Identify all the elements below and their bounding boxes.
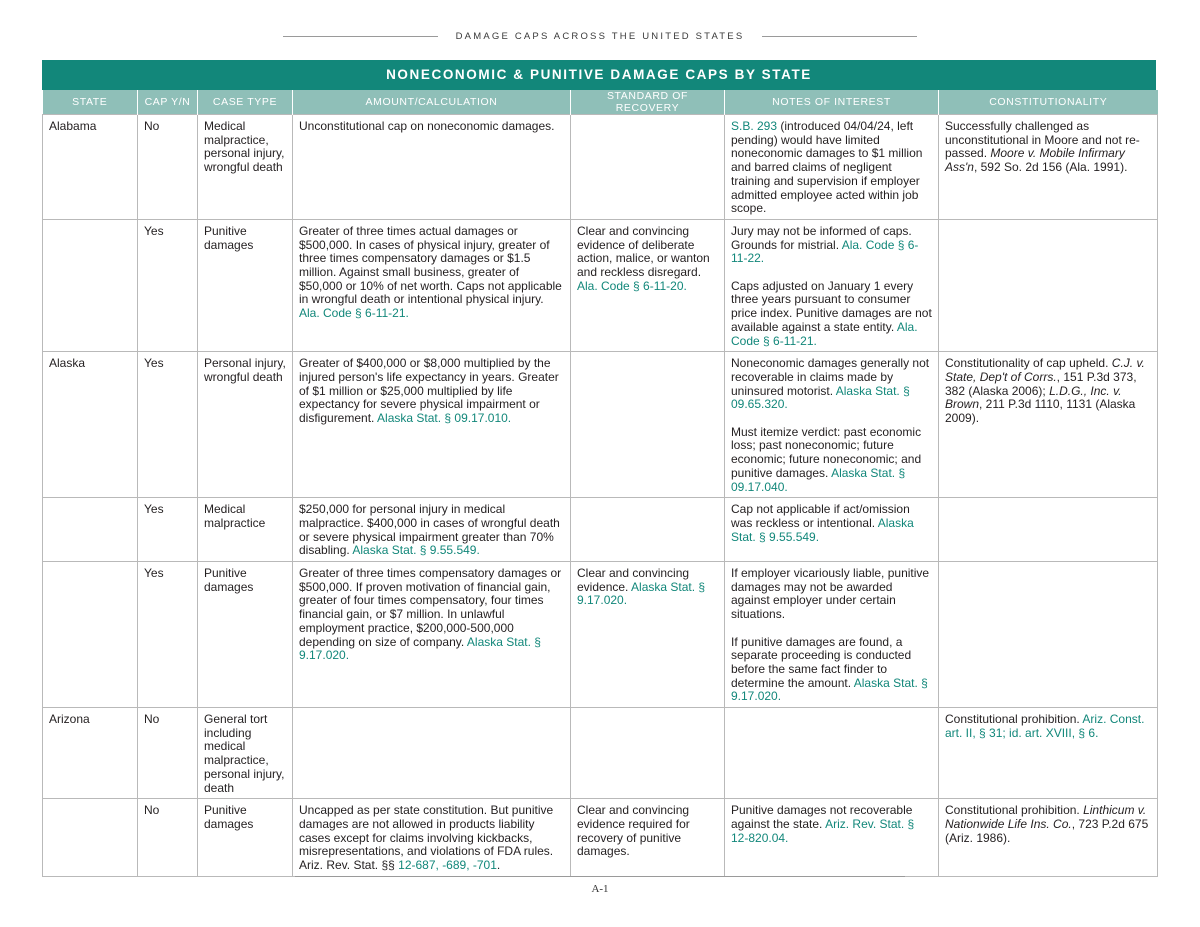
notes-cell [725, 562, 939, 708]
citation-link[interactable]: Alaska Stat. § 9.17.020. [731, 675, 928, 704]
column-header-cap: CAP Y/N [138, 90, 198, 115]
cap-cell: Yes [138, 562, 198, 708]
citation-link[interactable]: Alaska Stat. § 9.17.020. [299, 634, 541, 663]
case-name: Linthicum v. Nationwide Life Ins. Co. [945, 803, 1147, 831]
footer-rule [295, 876, 905, 877]
notes-text: Must itemize verdict: past economic loss; past noneconomic; future economic; future noneconomic; and punitive damages. [731, 424, 922, 480]
constitutionality-cell [939, 219, 1158, 351]
amount-cell [293, 708, 571, 799]
constitutionality-text: Constitutional prohibition. [945, 803, 1084, 818]
cap-cell: No [138, 799, 198, 877]
citation-link[interactable]: Ariz. Rev. Stat. § 12-820.04. [731, 817, 915, 845]
citation-link[interactable]: Alaska Stat. § 9.55.549. [352, 543, 480, 558]
amount-cell [293, 562, 571, 708]
constitutionality-text: Successfully challenged as unconstitutional in Moore and not re-passed. [945, 119, 1140, 161]
table-row [43, 562, 1158, 708]
amount-cell [293, 115, 571, 220]
standard-cell [571, 708, 725, 799]
notes-cell [725, 799, 939, 877]
citation-link[interactable]: Alaska Stat. § 9.55.549. [731, 515, 914, 544]
table-row [43, 708, 1158, 799]
standard-text: Clear and convincing evidence. [577, 566, 690, 594]
amount-text: Greater of three times actual damages or $500,000. In cases of physical injury, greater of three times compensatory damages or $1.5 million. Against small business, greater of $50,000 or 10% of net worth. Caps not applicable in wrongful death or intentional physical injury. [299, 223, 562, 307]
citation-link[interactable]: Ala. Code § 6-11-21. [731, 319, 918, 348]
amount-cell [293, 498, 571, 562]
notes-text: Cap not applicable if act/omission was reckless or intentional. [731, 502, 910, 530]
notes-text: Noneconomic damages generally not recoverable in claims made by uninsured motorist. [731, 356, 930, 398]
constitutionality-cell [939, 562, 1158, 708]
column-header-case-type: CASE TYPE [198, 90, 293, 115]
amount-cell [293, 219, 571, 351]
case-type-cell: Punitive damages [198, 799, 293, 877]
case-type-cell: Punitive damages [198, 562, 293, 708]
case-type-cell: General tort including medical malpractice, personal injury, death [198, 708, 293, 799]
case-name: L.D.G., Inc. v. Brown [945, 383, 1122, 412]
case-type-cell: Medical malpractice [198, 498, 293, 562]
notes-cell [725, 498, 939, 562]
citation-link[interactable]: Alaska Stat. § 09.65.320. [731, 383, 910, 412]
notes-text: If employer vicariously liable, punitive damages may not be awarded against employer under certain situations. [731, 566, 930, 622]
table-banner-title: NONECONOMIC & PUNITIVE DAMAGE CAPS BY STATE [42, 60, 1156, 90]
citation-link[interactable]: Ala. Code § 6-11-22. [731, 237, 919, 266]
table-row [43, 219, 1158, 351]
amount-text: Uncapped as per state constitution. But punitive damages are not allowed in products liability cases except for claims involving kickbacks, misrepresentations, and violations of FDA rules. Ariz. Rev. Stat. §§ [299, 803, 554, 873]
cap-cell: No [138, 115, 198, 220]
standard-cell [571, 115, 725, 220]
column-header-amount: AMOUNT/CALCULATION [293, 90, 571, 115]
column-header-constitutionality: CONSTITUTIONALITY [939, 90, 1158, 115]
standard-cell [571, 352, 725, 498]
constitutionality-cell [939, 498, 1158, 562]
notes-text: If punitive damages are found, a separate proceeding is conducted before the same fact finder to determine the amount. [731, 634, 912, 690]
citation-link[interactable]: Ariz. Const. art. II, § 31; id. art. XVIII, § 6. [945, 712, 1145, 740]
citation-link[interactable]: Alaska Stat. § 09.17.010. [377, 411, 512, 426]
state-cell [43, 799, 138, 877]
notes-cell [725, 352, 939, 498]
citation-link[interactable]: Alaska Stat. § 9.17.020. [577, 579, 706, 608]
standard-cell [571, 498, 725, 562]
cap-cell: No [138, 708, 198, 799]
amount-text: Greater of $400,000 or $8,000 multiplied by the injured person's life expectancy in years. Greater of $1 million or $25,000 multiplied by life expectancy for severe physical impairment or disfigurement. [299, 356, 559, 426]
running-head-rule-left [283, 36, 438, 37]
running-head-text: DAMAGE CAPS ACROSS THE UNITED STATES [455, 31, 745, 42]
constitutionality-text: Constitutional prohibition. [945, 712, 1083, 727]
case-citation: , 151 P.3d 373, 382 (Alaska 2006); [945, 369, 1137, 398]
constitutionality-text: Constitutionality of cap upheld. [945, 356, 1112, 371]
state-cell [43, 562, 138, 708]
table-row [43, 799, 1158, 877]
constitutionality-cell [939, 799, 1158, 877]
amount-cell [293, 799, 571, 877]
table-header-row [43, 90, 1158, 115]
case-name: Moore v. Mobile Infirmary Ass'n [945, 146, 1125, 175]
notes-cell [725, 115, 939, 220]
amount-tail: . [496, 858, 501, 873]
amount-text: $250,000 for personal injury in medical malpractice. $400,000 in cases of wrongful death or severe physical impairment greater than 70% disabling. [299, 502, 560, 558]
citation-link[interactable]: 12-687, -689, -701 [398, 858, 497, 873]
standard-cell [571, 219, 725, 351]
column-header-state: STATE [43, 90, 138, 115]
citation-link[interactable]: Ala. Code § 6-11-21. [299, 306, 409, 321]
column-header-notes: NOTES OF INTEREST [725, 90, 939, 115]
standard-text: Clear and convincing evidence of deliberate action, malice, or wanton and reckless disregard. [577, 223, 710, 280]
citation-link[interactable]: S.B. 293 [731, 119, 778, 133]
notes-cell [725, 708, 939, 799]
case-name: C.J. v. State, Dep't of Corrs. [945, 356, 1145, 384]
case-type-cell: Personal injury, wrongful death [198, 352, 293, 498]
running-head [0, 31, 1200, 42]
notes-cell [725, 219, 939, 351]
cap-cell: Yes [138, 498, 198, 562]
damage-caps-table [42, 90, 1158, 877]
citation-link[interactable]: Alaska Stat. § 09.17.040. [731, 465, 906, 494]
page-number: A-1 [591, 883, 609, 895]
state-cell: Alabama [43, 115, 138, 220]
cap-cell: Yes [138, 219, 198, 351]
citation-link[interactable]: Ala. Code § 6-11-20. [577, 278, 687, 293]
notes-text: Caps adjusted on January 1 every three years pursuant to consumer price index. Punitive damages are not available against a state entity. [731, 278, 932, 334]
state-cell: Arizona [43, 708, 138, 799]
table-row [43, 498, 1158, 562]
state-cell [43, 219, 138, 351]
case-citation: , 211 P.3d 1110, 1131 (Alaska 2009). [945, 397, 1136, 426]
standard-cell [571, 562, 725, 708]
column-header-standard: STANDARD OF RECOVERY [571, 90, 725, 115]
notes-text: (introduced 04/04/24, left pending) would have limited noneconomic damages to $1 million and barred claims of negligent training and supervision if employer admitted employee acted within job scope. [731, 119, 923, 216]
amount-cell [293, 352, 571, 498]
amount-text: Greater of three times compensatory damages or $500,000. If proven motivation of financial gain, greater of four times compensatory, four times financial gain, or $7 million. In unlawful employment practice, $200,000-500,000 depending on size of company. [299, 566, 562, 649]
notes-text: Punitive damages not recoverable against the state. [731, 803, 913, 831]
constitutionality-cell [939, 708, 1158, 799]
table-row [43, 115, 1158, 220]
constitutionality-cell [939, 352, 1158, 498]
case-type-cell: Medical malpractice, personal injury, wrongful death [198, 115, 293, 220]
amount-text: Unconstitutional cap on noneconomic damages. [299, 119, 555, 133]
running-head-rule-right [762, 36, 917, 37]
notes-text: Jury may not be informed of caps. Grounds for mistrial. [731, 223, 912, 252]
case-citation: , 592 So. 2d 156 (Ala. 1991). [973, 160, 1128, 175]
state-cell [43, 498, 138, 562]
standard-cell [571, 799, 725, 877]
case-citation: , 723 P.2d 675 (Ariz. 1986). [945, 817, 1149, 845]
table-row [43, 352, 1158, 498]
cap-cell: Yes [138, 352, 198, 498]
constitutionality-cell [939, 115, 1158, 220]
case-type-cell: Punitive damages [198, 219, 293, 351]
standard-text: Clear and convincing evidence required for recovery of punitive damages. [577, 803, 690, 859]
state-cell: Alaska [43, 352, 138, 498]
